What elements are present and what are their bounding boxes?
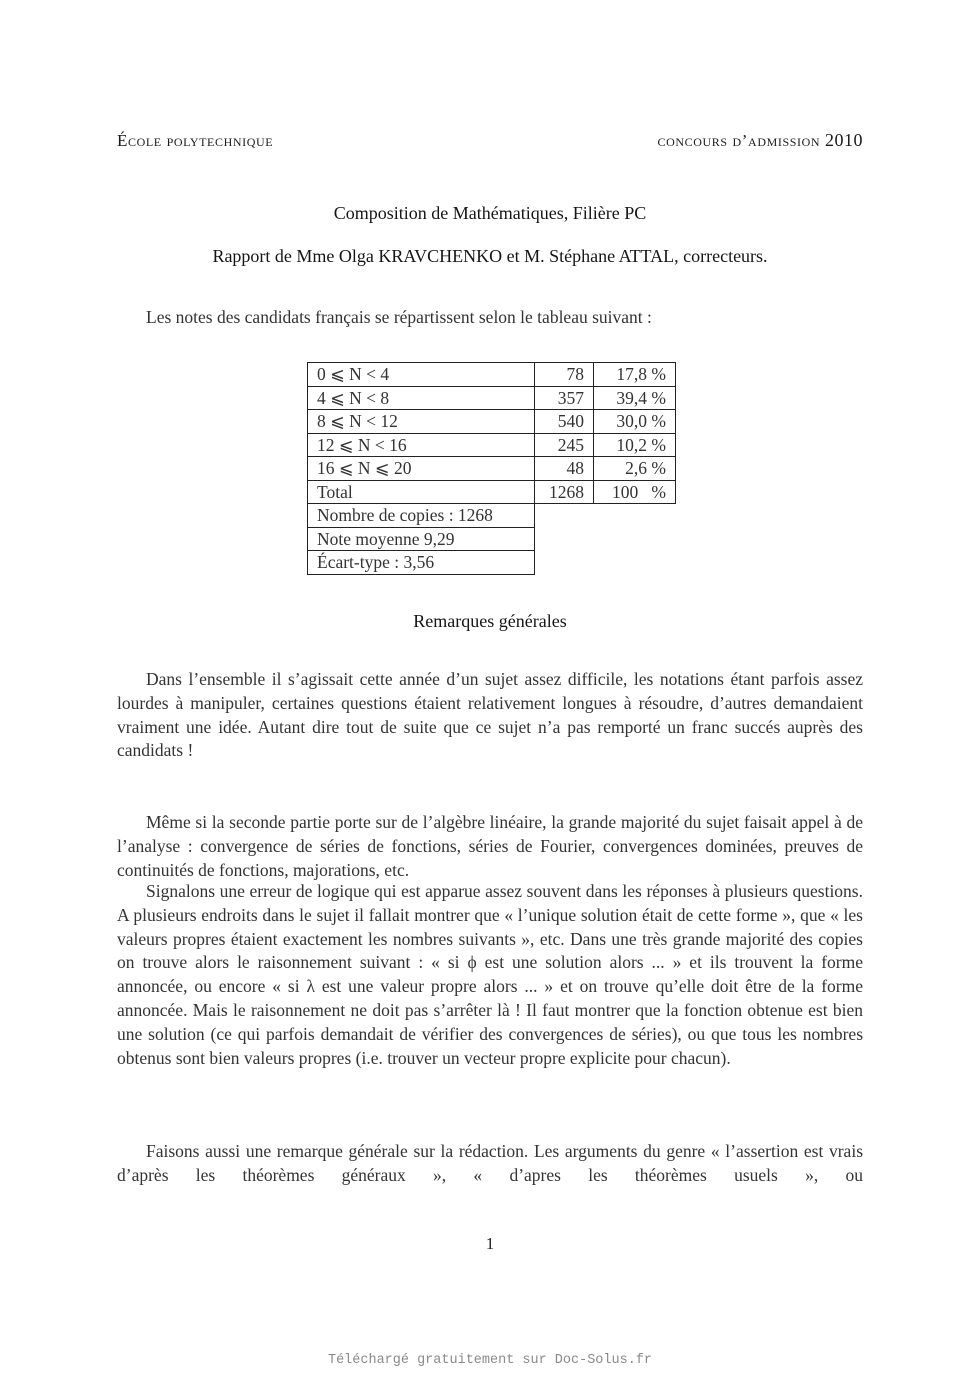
grade-count: 357: [535, 386, 594, 410]
table-row: [308, 457, 676, 481]
grade-range: 4 ⩽ N < 8: [308, 386, 535, 410]
page-header: [117, 130, 863, 151]
grade-range: 8 ⩽ N < 12: [308, 410, 535, 434]
grade-count: 48: [535, 457, 594, 481]
institution-name: École polytechnique: [117, 131, 274, 150]
stats-row-mean: [308, 527, 676, 551]
stats-row-copies: [308, 504, 676, 528]
exam-year: 2010: [825, 130, 863, 150]
grade-count: 78: [535, 363, 594, 387]
total-row: [308, 480, 676, 504]
intro-text: Les notes des candidats français se répartissent selon le tableau suivant :: [146, 307, 652, 327]
copies-count: Nombre de copies : 1268: [308, 504, 535, 528]
grade-percent: 17,8 %: [594, 363, 676, 387]
report-authors: Rapport de Mme Olga KRAVCHENKO et M. Stéphane ATTAL, correcteurs.: [212, 246, 768, 266]
report-title: Composition de Mathématiques, Filière PC: [333, 203, 647, 223]
paragraph: Dans l’ensemble il s’agissait cette année d’un sujet assez difficile, les notations étant parfois assez lourdes à manipuler, certaines questions étaient relativement longues à résoudre, d’autres demandaient vraiment une idée. Autant dire tout de suite que ce sujet n’a pas remporté un franc succés auprès des candidats !: [117, 669, 863, 761]
page-number: 1: [485, 1234, 495, 1253]
download-footer: Téléchargé gratuitement sur Doc-Solus.fr: [327, 1353, 653, 1368]
total-count: 1268: [535, 480, 594, 504]
table-row: [308, 386, 676, 410]
paragraph: Même si la seconde partie porte sur de l’algèbre linéaire, la grande majorité du sujet faisait appel à de l’analyse : convergence de séries de fonctions, séries de Fourier, convergences dominées, preuves de continuités de fonctions, majorations, etc.: [117, 812, 863, 880]
grade-percent: 30,0 %: [594, 410, 676, 434]
stats-row-stddev: [308, 551, 676, 575]
total-percent: 100 %: [594, 480, 676, 504]
paragraph: Faisons aussi une remarque générale sur la rédaction. Les arguments du genre « l’assertion est vrais d’après les théorèmes généraux », « d’apres les théorèmes usuels », ou: [117, 1141, 863, 1185]
grade-range: 0 ⩽ N < 4: [308, 363, 535, 387]
table-row: [308, 363, 676, 387]
section-heading: Remarques générales: [413, 611, 567, 631]
mean-grade: Note moyenne 9,29: [308, 527, 535, 551]
total-label: Total: [308, 480, 535, 504]
grade-percent: 10,2 %: [594, 433, 676, 457]
table-row: [308, 433, 676, 457]
grade-count: 245: [535, 433, 594, 457]
grade-range: 12 ⩽ N < 16: [308, 433, 535, 457]
grades-table: [307, 362, 676, 575]
grade-percent: 39,4 %: [594, 386, 676, 410]
standard-deviation: Écart-type : 3,56: [308, 551, 535, 575]
paragraph: Signalons une erreur de logique qui est apparue assez souvent dans les réponses à plusieurs questions. A plusieurs endroits dans le sujet il fallait montrer que « l’unique solution était de cette forme », que « les valeurs propres étaient exactement les nombres suivants », etc. Dans une très grande majorité des copies on trouve alors le raisonnement suivant : « si ϕ est une solution alors ... » et ils trouvent la forme annoncée, ou encore « si λ est une valeur propre alors ... » et on trouve qu’elle doit être de la forme annoncée. Mais le raisonnement ne doit pas s’arrêter là ! Il faut montrer que la fonction obtenue est bien une solution (ce qui parfois demandait de vérifier des convergences de séries), ou que tous les nombres obtenus sont bien valeurs propres (i.e. trouver un vecteur propre explicite pour chacun).: [117, 881, 863, 1068]
grade-range: 16 ⩽ N ⩽ 20: [308, 457, 535, 481]
table-row: [308, 410, 676, 434]
grade-percent: 2,6 %: [594, 457, 676, 481]
grade-count: 540: [535, 410, 594, 434]
exam-name: concours d’admission 2010: [657, 130, 863, 150]
